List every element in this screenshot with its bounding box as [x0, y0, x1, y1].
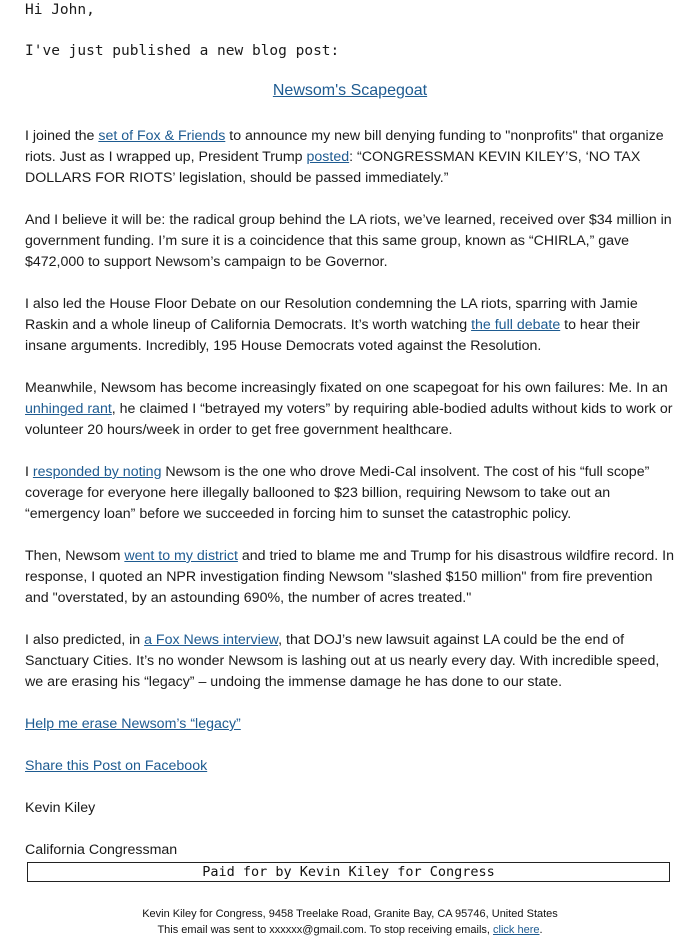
- paragraph-1: I joined the set of Fox & Friends to announce my new bill denying funding to "nonprofits" that organize riots. Just as I wrapped up, President Trump posted: “CONGRESSMAN KEVIN KILEY’S, ‘NO TAX DOLLARS FOR RIOTS’ legislation, should be passed immediately.”: [25, 128, 664, 186]
- email-body: [25, 126, 680, 882]
- fox-friends-link[interactable]: set of Fox & Friends: [98, 128, 226, 144]
- paragraph-5: I responded by noting Newsom is the one who drove Medi-Cal insolvent. The cost of his “full scope” coverage for everyone here illegally ballooned to $23 billion, requiring Newsom to take out an “emergency loan” before we succeeded in forcing him to sunset the catastrophic policy.: [25, 464, 650, 522]
- unhinged-rant-link[interactable]: unhinged rant: [25, 401, 112, 417]
- post-title-link[interactable]: Newsom's Scapegoat: [272, 82, 428, 99]
- share-paragraph: [25, 756, 680, 777]
- responded-link[interactable]: responded by noting: [32, 464, 162, 480]
- full-debate-link[interactable]: the full debate: [471, 317, 561, 333]
- district-link[interactable]: went to my district: [124, 548, 238, 564]
- paragraph-4: Meanwhile, Newsom has become increasingly fixated on one scapegoat for his own failures: Me. In an unhinged rant, he claimed I “betrayed my voters” by requiring able-bodied adults without kids to work or volunteer 20 hours/week in order to get free government healthcare.: [25, 380, 673, 438]
- cta-link[interactable]: Help me erase Newsom’s “legacy”: [25, 716, 241, 732]
- fox-news-interview-link[interactable]: a Fox News interview: [144, 632, 279, 648]
- signature-title: California Congressman: [25, 842, 178, 858]
- footer: [0, 906, 700, 938]
- paragraph-7: I also predicted, in a Fox News interview, that DOJ’s new lawsuit against LA could be the end of Sanctuary Cities. It’s no wonder Newsom is lashing out at us nearly every day. With incredible speed, we are erasing his “legacy” – undoing the immense damage he has done to our state.: [25, 632, 660, 690]
- intro-line: I've just published a new blog post:: [25, 43, 340, 59]
- greeting: Hi John,: [25, 2, 95, 18]
- trump-posted-link[interactable]: posted: [306, 149, 350, 165]
- share-facebook-link[interactable]: Share this Post on Facebook: [25, 758, 208, 774]
- signature-name: Kevin Kiley: [25, 800, 96, 816]
- unsubscribe-link[interactable]: click here: [493, 924, 540, 936]
- footer-unsubscribe-line: This email was sent to xxxxxx@gmail.com. To stop receiving emails, click here.: [157, 924, 543, 936]
- paid-for-box: Paid for by Kevin Kiley for Congress: [27, 862, 670, 882]
- cta-paragraph: [25, 714, 680, 735]
- paragraph-3: I also led the House Floor Debate on our Resolution condemning the LA riots, sparring with Jamie Raskin and a whole lineup of California Democrats. It’s worth watching the full debate to hear their insane arguments. Incredibly, 195 House Democrats voted against the Resolution.: [25, 296, 640, 354]
- paragraph-6: Then, Newsom went to my district and tried to blame me and Trump for his disastrous wildfire record. In response, I quoted an NPR investigation finding Newsom "slashed $150 million" from fire prevention and "overstated, by an astounding 690%, the number of acres treated.": [25, 548, 674, 606]
- footer-address: Kevin Kiley for Congress, 9458 Treelake Road, Granite Bay, CA 95746, United States: [142, 908, 558, 920]
- paragraph-2: And I believe it will be: the radical group behind the LA riots, we’ve learned, received over $34 million in government funding. I’m sure it is a coincidence that this same group, known as “CHIRLA,” gave $472,000 to support Newsom’s campaign to be Governor.: [25, 212, 672, 270]
